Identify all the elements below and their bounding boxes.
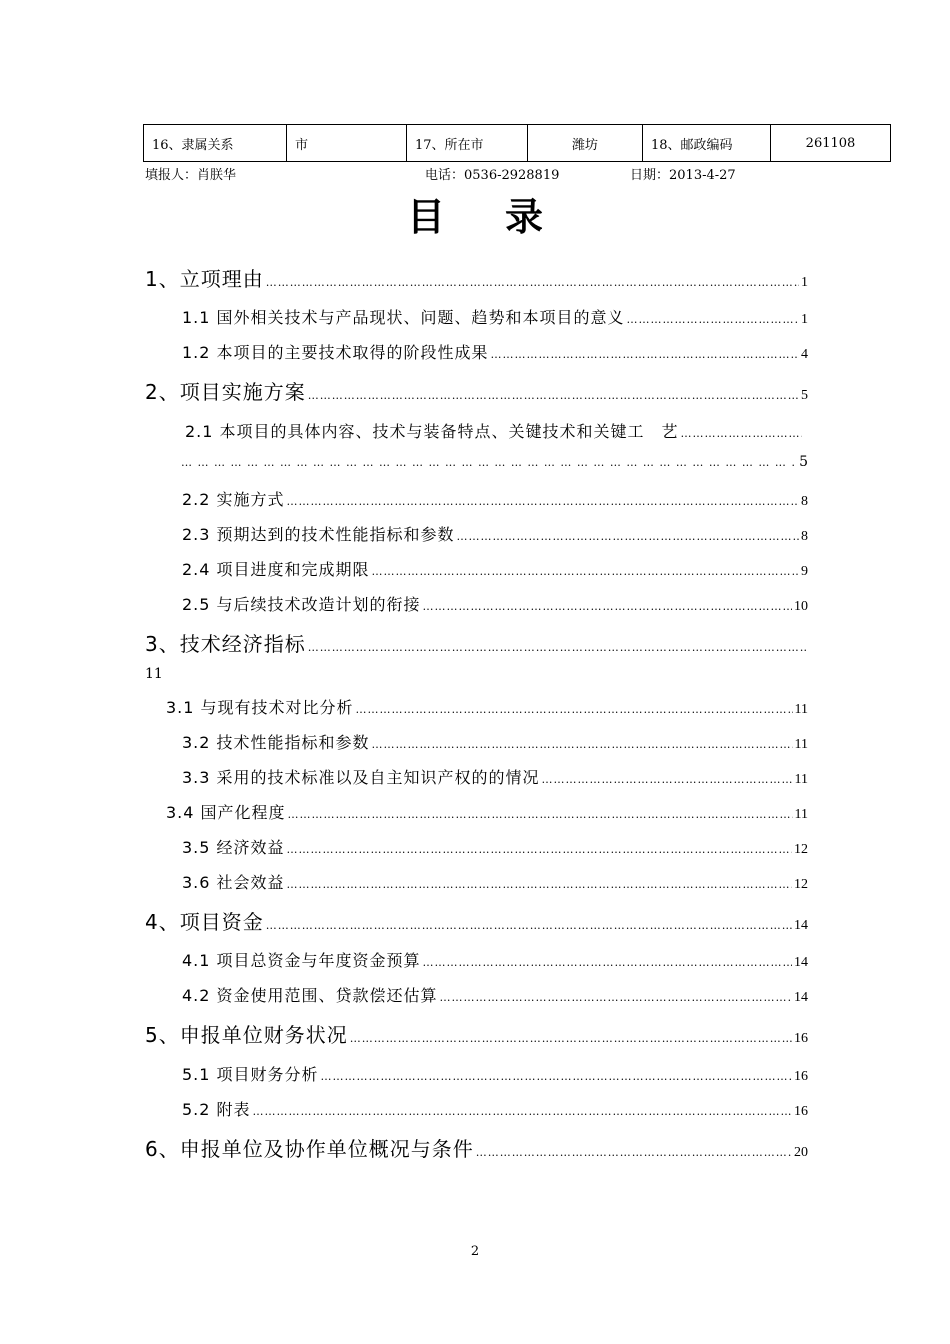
toc-entry[interactable] [145, 628, 808, 657]
toc-page: 12 [794, 877, 808, 892]
reporter-name: 填报人：肖朕华 [145, 168, 237, 183]
report-date: 日期：2013-4-27 [630, 168, 736, 183]
toc-entry[interactable] [185, 419, 804, 442]
toc-page: 8 [801, 494, 808, 509]
toc-label: 6、申报单位及协作单位概况与条件 [145, 1137, 474, 1161]
toc-page: 5 [801, 388, 808, 403]
toc-label: 4、项目资金 [145, 910, 264, 934]
toc-entry[interactable] [166, 800, 808, 823]
toc-entry[interactable] [182, 835, 808, 858]
toc-page: 14 [794, 990, 808, 1005]
toc-leader [457, 530, 799, 543]
toc-leader [287, 878, 792, 891]
toc-entry[interactable] [182, 487, 808, 510]
toc-leader [356, 703, 793, 716]
toc-page: 16 [794, 1031, 808, 1046]
affiliation-value: 市 [287, 125, 407, 162]
toc-leader [321, 1070, 792, 1083]
toc-label: 3.2 技术性能指标和参数 [182, 733, 370, 752]
toc-page: 20 [794, 1145, 808, 1160]
toc-label: 5、申报单位财务状况 [145, 1023, 348, 1047]
postcode-label: 18、邮政编码 [643, 125, 771, 162]
toc-continuation[interactable] [181, 454, 808, 470]
toc-page: 4 [801, 347, 808, 362]
toc-leader [476, 1146, 792, 1159]
city-label: 17、所在市 [407, 125, 528, 162]
toc-page: 11 [794, 772, 808, 787]
toc-entry[interactable] [182, 870, 808, 893]
toc-leader [308, 389, 799, 402]
toc-page: 14 [794, 955, 808, 970]
toc-page: 16 [794, 1104, 808, 1119]
toc-page[interactable]: 11 [145, 666, 163, 682]
toc-label: 1.1 国外相关技术与产品现状、问题、趋势和本项目的意义 [182, 308, 625, 327]
toc-label: 3.6 社会效益 [182, 873, 285, 892]
toc-leader [287, 843, 792, 856]
toc-leader [253, 1105, 792, 1118]
toc-entry[interactable] [182, 557, 808, 580]
toc-label: 2.5 与后续技术改造计划的衔接 [182, 595, 421, 614]
toc-entry[interactable] [182, 730, 808, 753]
toc-leader [266, 276, 799, 289]
toc-leader [681, 427, 802, 440]
toc-entry[interactable] [145, 1133, 808, 1162]
toc-leader [372, 738, 793, 751]
info-table [143, 124, 891, 162]
toc-page: 1 [801, 275, 808, 290]
toc-entry[interactable] [182, 305, 808, 328]
toc-entry[interactable] [166, 695, 808, 718]
affiliation-label: 16、隶属关系 [144, 125, 287, 162]
page-title: 目录 [406, 195, 603, 239]
toc-entry[interactable] [182, 340, 808, 363]
toc-label: 1、立项理由 [145, 267, 264, 291]
toc-label: 3、技术经济指标 [145, 632, 306, 656]
toc-leader [350, 1032, 792, 1045]
toc-leader [266, 919, 792, 932]
toc-leader [288, 808, 793, 821]
toc-entry[interactable] [145, 263, 808, 292]
toc-leader [423, 600, 792, 613]
toc-page: 12 [794, 842, 808, 857]
toc-entry[interactable] [182, 1062, 808, 1085]
toc-page: 8 [801, 529, 808, 544]
toc-page: 5 [799, 454, 808, 470]
toc-leader [372, 565, 799, 578]
page-number: 2 [470, 1244, 480, 1259]
toc-label: 5.1 项目财务分析 [182, 1065, 319, 1084]
toc-entry[interactable] [182, 592, 808, 615]
toc-page: 1 [801, 312, 808, 327]
toc-label: 5.2 附表 [182, 1100, 251, 1119]
toc-entry[interactable] [182, 522, 808, 545]
toc-label: 2、项目实施方案 [145, 380, 306, 404]
toc-page: 16 [794, 1069, 808, 1084]
toc-entry[interactable] [182, 1097, 808, 1120]
toc-page: 11 [794, 807, 808, 822]
toc-label: 4.2 资金使用范围、贷款偿还估算 [182, 986, 438, 1005]
toc-page: 11 [794, 737, 808, 752]
toc-label: 1.2 本项目的主要技术取得的阶段性成果 [182, 343, 489, 362]
toc-leader [287, 495, 799, 508]
toc-entry[interactable] [145, 1019, 808, 1048]
toc-entry[interactable] [182, 983, 808, 1006]
toc-leader [440, 991, 792, 1004]
toc-label: 3.1 与现有技术对比分析 [166, 698, 354, 717]
toc-entry[interactable] [182, 765, 808, 788]
toc-leader [423, 956, 792, 969]
postcode-value: 261108 [771, 125, 891, 162]
reporter-phone: 电话：0536-2928819 [425, 168, 560, 183]
toc-page: 14 [794, 918, 808, 933]
toc-entry[interactable] [182, 948, 808, 971]
toc-label: 3.3 采用的技术标准以及自主知识产权的的情况 [182, 768, 540, 787]
toc-leader [308, 641, 806, 654]
toc-label: 2.3 预期达到的技术性能指标和参数 [182, 525, 455, 544]
toc-label: 4.1 项目总资金与年度资金预算 [182, 951, 421, 970]
toc-label: 2.1 本项目的具体内容、技术与装备特点、关键技术和关键工 艺 [185, 422, 679, 441]
toc-leader [181, 456, 795, 469]
toc-page: 9 [801, 564, 808, 579]
toc-leader [491, 348, 799, 361]
toc-leader [627, 313, 799, 326]
city-value: 潍坊 [528, 125, 643, 162]
toc-label: 2.4 项目进度和完成期限 [182, 560, 370, 579]
toc-leader [542, 773, 793, 786]
toc-page: 10 [794, 599, 808, 614]
toc-entry[interactable] [145, 906, 808, 935]
toc-label: 3.5 经济效益 [182, 838, 285, 857]
toc-label: 2.2 实施方式 [182, 490, 285, 509]
toc-label: 3.4 国产化程度 [166, 803, 286, 822]
info-row [144, 125, 891, 162]
toc-entry[interactable] [145, 376, 808, 405]
toc-page: 11 [794, 702, 808, 717]
